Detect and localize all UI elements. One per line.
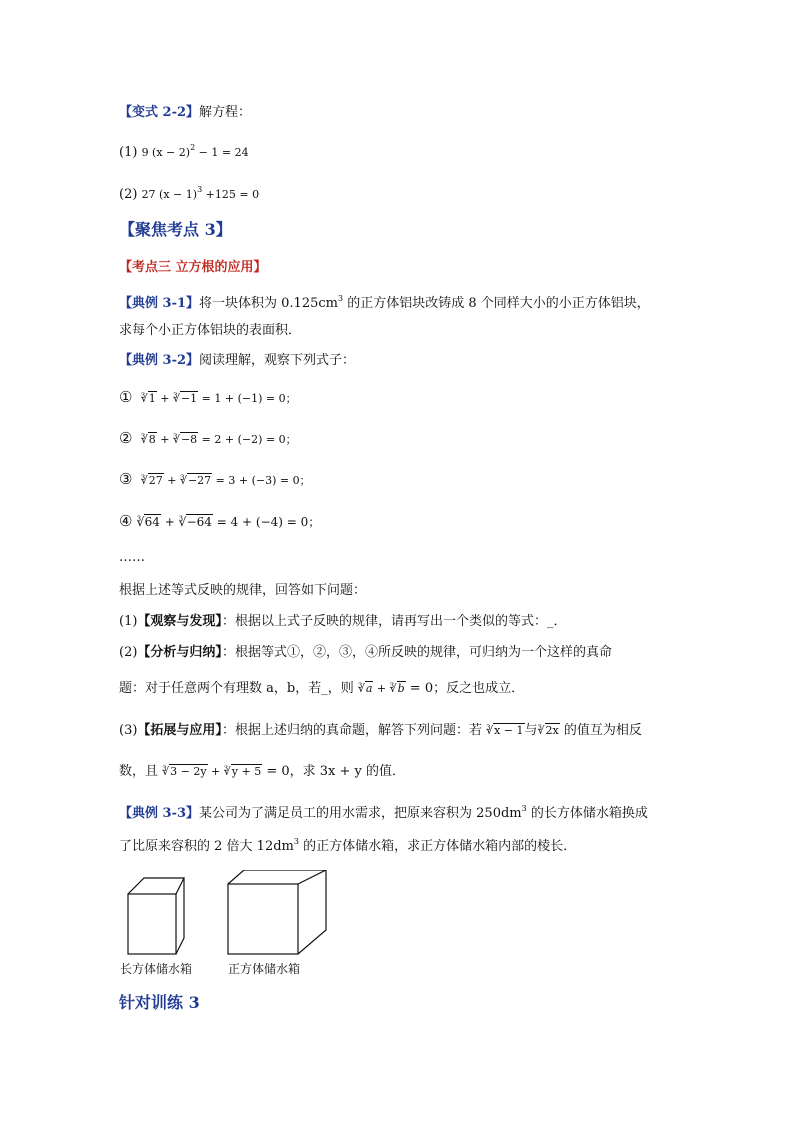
example-3-1-line2: 求每个小正方体铝块的表面积． [119, 323, 302, 338]
variant-2-2-line [119, 104, 251, 122]
formula-1: ① 3 √ 1 + 3 √ −1 = 1 + (−1) = 0； [119, 388, 297, 408]
variant-tag: 【变式 2-2】 [119, 105, 200, 120]
example-3-3-line2: 了比原来容积的 2 倍大 $12dm^3$ 的正方体储水箱，求正方体储水箱内部的棱长． [119, 837, 577, 854]
focus-heading: 【聚焦考点 3】 [119, 220, 232, 239]
cube-tank-icon [228, 870, 326, 954]
question-2-line1: (2)【分析与归纳】：根据等式①，②，③，④所反映的规律，可归纳为一个这样的真命 [119, 645, 612, 660]
training-heading: 针对训练 3 [119, 993, 200, 1012]
example-3-1-line1: 【典例 3-1】将一块体积为 $0.125cm^3$ 的正方体铝块改铸成 8 个同样大小的小正方体铝块， [119, 294, 650, 311]
formula-2: ② 3 √ 8 + 3 √ −8 = 2 + (−2) = 0； [119, 429, 297, 449]
question-3-line1: (3)【拓展与应用】：根据上述归纳的真命题，解答下列问题：若 3 √ x − 1与 3 √ 2x 的值互为相反 [119, 722, 642, 740]
variant-text: 解方程： [199, 105, 252, 120]
formula-4: ④ 3 √ 64 + 3 √ −64 = 4 + (−4) = 0； [119, 512, 320, 532]
equation-1: (1) 9 $(x - 2)^2 - 1 = 24$ [119, 143, 249, 160]
water-tank-figure [120, 870, 340, 960]
question-3-line2: 数，且 3 √ 3 − 2y + 3 √ y + 5 = 0，求 3x + y 的值． [119, 763, 405, 781]
question-1: (1)【观察与发现】：根据以上式子反映的规律，请再写出一个类似的等式：_． [119, 614, 567, 629]
rect-tank-caption: 长方体储水箱 [120, 962, 193, 976]
rectangular-tank-icon [128, 878, 184, 954]
equation-2: (2) 27 $(x - 1)^3 +125 = 0$ [119, 185, 260, 202]
question-2-line2: 题：对于任意两个有理数 a，b，若_，则 3 √ a + 3 √ b = 0；反之也成立． [119, 680, 524, 698]
example-3-2-line: 【典例 3-2】阅读理解，观察下列式子： [119, 353, 356, 368]
intro-text: 根据上述等式反映的规律，回答如下问题： [119, 583, 367, 598]
cube-tank-caption: 正方体储水箱 [228, 962, 301, 976]
ellipsis: …… [119, 550, 145, 565]
formula-3: ③ 3 √ 27 + 3 √ −27 = 3 + (−3) = 0； [119, 470, 311, 490]
example-3-3-line1: 【典例 3-3】某公司为了满足员工的用水需求，把原来容积为 $250dm^3$ 的长方体储水箱换成 [119, 804, 648, 821]
kaodian-heading: 【考点三 立方根的应用】 [119, 260, 267, 275]
